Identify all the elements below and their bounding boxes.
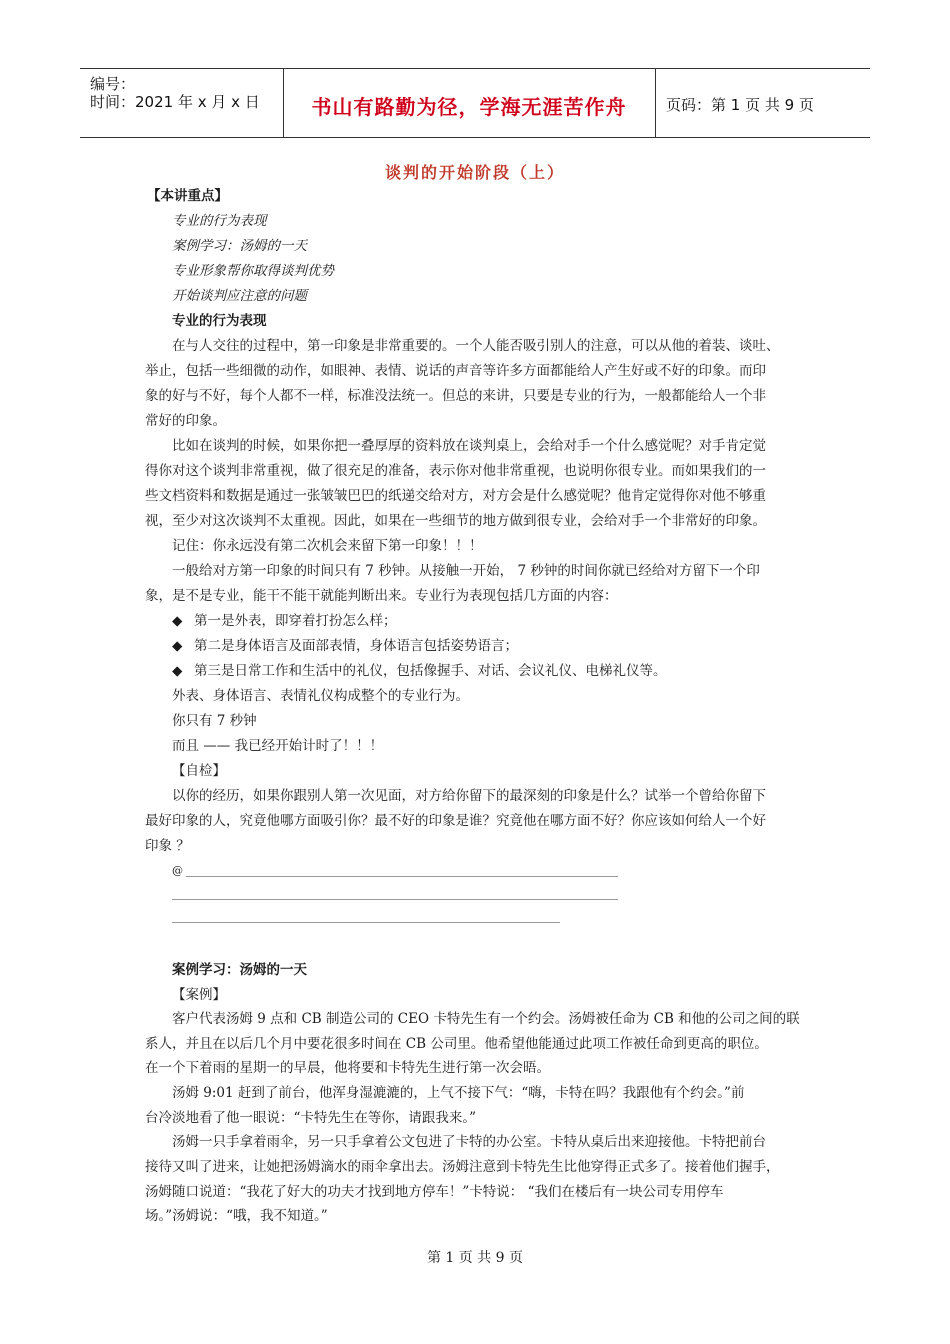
paragraph-line: 在一个下着雨的星期一的早晨，他将要和卡特先生进行第一次会晤。	[145, 1060, 550, 1076]
timing-line: 而且 —— 我已经开始计时了！！！	[172, 738, 384, 754]
paragraph-line: 接待又叫了进来，让她把汤姆滴水的雨伞拿出去。汤姆注意到卡特先生比他穿得正式多了。接着他们握手，	[145, 1159, 780, 1175]
time-label: 时间：2021 年 x 月 x 日	[90, 93, 260, 111]
paragraph-line: 场。”汤姆说：“哦，我不知道。”	[145, 1208, 328, 1224]
header-motto-cell	[283, 69, 656, 137]
bullet-item	[172, 609, 397, 634]
page-footer: 第 1 页 共 9 页	[426, 1250, 524, 1266]
remember-line: 记住：你永远没有第二次机会来留下第一印象！！！	[172, 538, 483, 554]
answer-line[interactable]	[186, 876, 618, 877]
key-points-heading: 【本讲重点】	[147, 188, 228, 204]
paragraph-line: 一般给对方第一印象的时间只有 7 秒钟。从接触一开始， 7 秒钟的时间你就已经给对方留下一个印	[172, 563, 760, 579]
paragraph-line: 得你对这个谈判非常重视，做了很充足的准备，表示你对他非常重视，也说明你很专业。而如果我们的一	[145, 463, 766, 479]
header-right-cell	[656, 69, 870, 137]
paragraph-line: 汤姆一只手拿着雨伞，另一只手拿着公文包进了卡特的办公室。卡特从桌后出来迎接他。卡特把前台	[172, 1134, 766, 1150]
key-point-item: 专业形象帮你取得谈判优势	[172, 263, 334, 279]
answer-line[interactable]	[172, 922, 560, 923]
answer-mark: @	[172, 864, 183, 877]
bullet-item	[172, 659, 667, 684]
paragraph-line: 台冷淡地看了他一眼说：“卡特先生在等你，请跟我来。”	[145, 1110, 477, 1126]
question-line: 印象 ？	[145, 838, 190, 854]
bullet-text: 第二是身体语言及面部表情，身体语言包括姿势语言；	[194, 638, 518, 654]
header-left-cell	[80, 69, 284, 137]
seven-seconds-line: 你只有 7 秒钟	[172, 713, 257, 729]
question-line: 以你的经历，如果你跟别人第一次见面，对方给你留下的最深刻的印象是什么？试举一个曾给你留下	[172, 788, 766, 804]
bullet-text: 第三是日常工作和生活中的礼仪，包括像握手、对话、会议礼仪、电梯礼仪等。	[194, 663, 667, 679]
bullet-diamond-icon: ◆	[172, 663, 183, 679]
page-title: 谈判的开始阶段（上）	[384, 163, 565, 182]
paragraph-line: 象，是不是专业，能干不能干就能判断出来。专业行为表现包括几方面的内容：	[145, 588, 618, 604]
number-label: 编号：	[90, 75, 136, 93]
paragraph-line: 系人，并且在以后几个月中要花很多时间在 CB 公司里。他希望他能通过此项工作被任命到更高的职位。	[145, 1036, 768, 1052]
bullet-diamond-icon: ◆	[172, 613, 183, 629]
case-label: 【案例】	[172, 987, 226, 1003]
key-point-item: 案例学习：汤姆的一天	[172, 238, 307, 254]
key-point-item: 开始谈判应注意的问题	[172, 288, 307, 304]
bullet-item	[172, 634, 518, 659]
header-table	[80, 68, 870, 138]
paragraph-line: 些文档资料和数据是通过一张皱皱巴巴的纸递交给对方，对方会是什么感觉呢？他肯定觉得你对他不够重	[145, 488, 766, 504]
paragraph-line: 视，至少对这次谈判不太重视。因此，如果在一些细节的地方做到很专业，会给对手一个非常好的印象。	[145, 513, 766, 529]
paragraph-line: 汤姆随口说道：“我花了好大的功夫才找到地方停车！”卡特说： “我们在楼后有一块公司专用停车	[145, 1184, 724, 1200]
section-heading: 案例学习：汤姆的一天	[172, 962, 307, 978]
paragraph-line: 象的好与不好，每个人都不一样，标准没法统一。但总的来讲，只要是专业的行为，一般都能给人一个非	[145, 388, 766, 404]
paragraph-line: 客户代表汤姆 9 点和 CB 制造公司的 CEO 卡特先生有一个约会。汤姆被任命为 CB 和他的公司之间的联	[172, 1011, 800, 1027]
question-line: 最好印象的人，究竟他哪方面吸引你？最不好的印象是谁？究竟他在哪方面不好？你应该如何给人一个好	[145, 813, 766, 829]
section-heading: 专业的行为表现	[172, 313, 267, 329]
summary-line: 外表、身体语言、表情礼仪构成整个的专业行为。	[172, 688, 469, 704]
self-check-heading: 【自检】	[172, 763, 226, 779]
paragraph-line: 常好的印象。	[145, 413, 226, 429]
paragraph-line: 在与人交往的过程中，第一印象是非常重要的。一个人能否吸引别人的注意，可以从他的着装、谈吐、	[172, 338, 780, 354]
bullet-text: 第一是外表，即穿着打扮怎么样；	[194, 613, 397, 629]
bullet-diamond-icon: ◆	[172, 638, 183, 654]
key-point-item: 专业的行为表现	[172, 213, 267, 229]
answer-line[interactable]	[172, 899, 618, 900]
paragraph-line: 汤姆 9:01 赶到了前台，他浑身湿漉漉的，上气不接下气：“嗨，卡特在吗？我跟他有个约会。”前	[172, 1085, 745, 1101]
paragraph-line: 举止，包括一些细微的动作，如眼神、表情、说话的声音等许多方面都能给人产生好或不好的印象。而印	[145, 363, 766, 379]
paragraph-line: 比如在谈判的时候，如果你把一叠厚厚的资料放在谈判桌上，会给对手一个什么感觉呢？对手肯定觉	[172, 438, 766, 454]
page-label: 页码：第 1 页 共 9 页	[666, 96, 814, 114]
motto: 书山有路勤为径，学海无涯苦作舟	[311, 95, 627, 119]
